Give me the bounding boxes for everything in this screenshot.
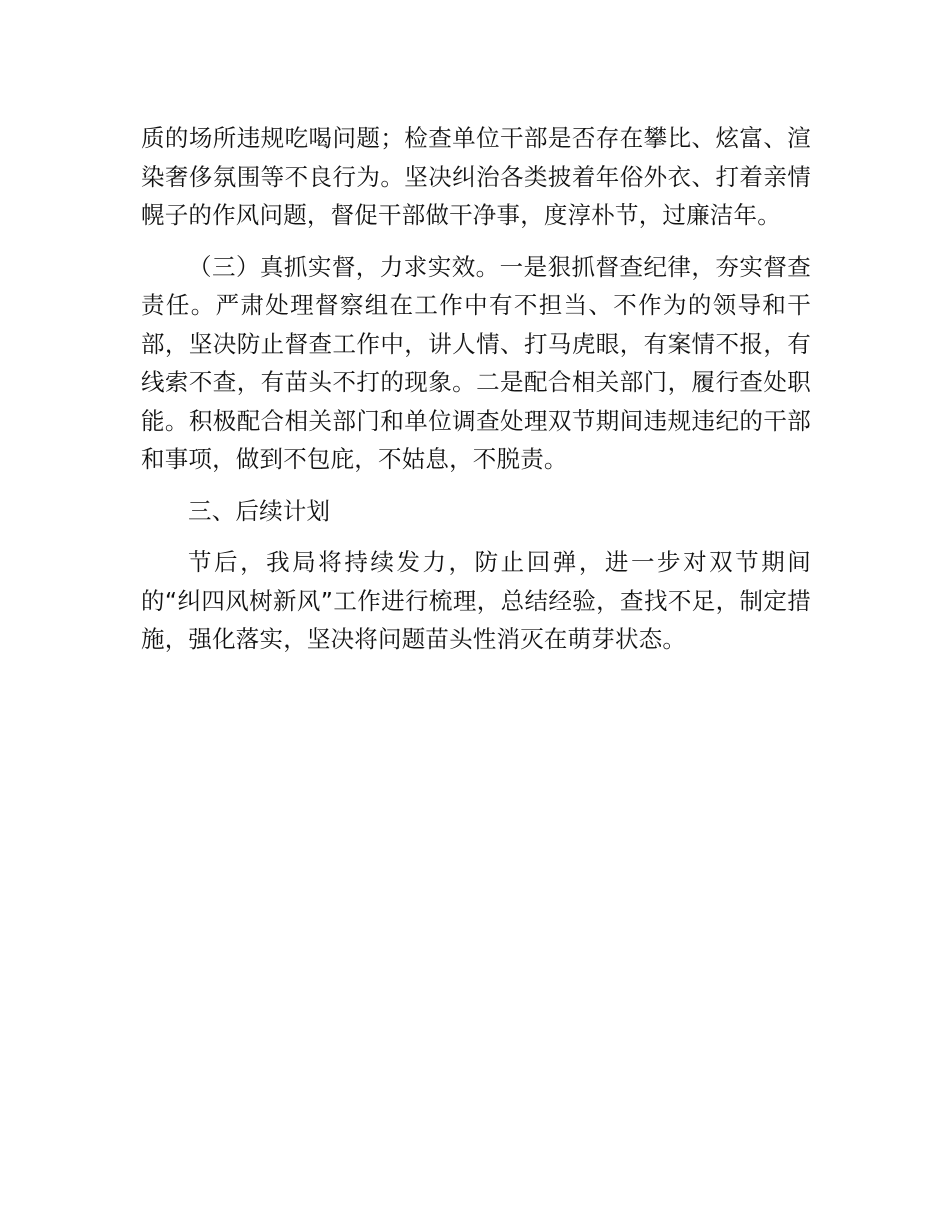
paragraph-follow-up-plan: 节后，我局将持续发力，防止回弹，进一步对双节期间的“纠四风树新风”工作进行梳理，总结经验，查找不足，制定措施，强化落实，坚决将问题苗头性消灭在萌芽状态。 [141,548,811,653]
section-heading-follow-up-plan: 三、后续计划 [188,496,331,525]
paragraph-section-three-supervision: （三）真抓实督，力求实效。一是狠抓督查纪律，夯实督查责任。严肃处理督察组在工作中有不担当、不作为的领导和干部，坚决防止督查工作中，讲人情、打马虎眼，有案情不报，有线索不查，有苗头不打的现象。二是配合相关部门，履行查处职能。积极配合相关部门和单位调查处理双节期间违规违纪的干部和事项，做到不包庇，不姑息，不脱责。 [141,252,811,473]
paragraph-continuation: 质的场所违规吃喝问题；检查单位干部是否存在攀比、炫富、渲染奢侈氛围等不良行为。坚决纠治各类披着年俗外衣、打着亲情幌子的作风问题，督促干部做干净事，度淳朴节，过廉洁年。 [141,124,811,229]
document-body [141,119,811,672]
